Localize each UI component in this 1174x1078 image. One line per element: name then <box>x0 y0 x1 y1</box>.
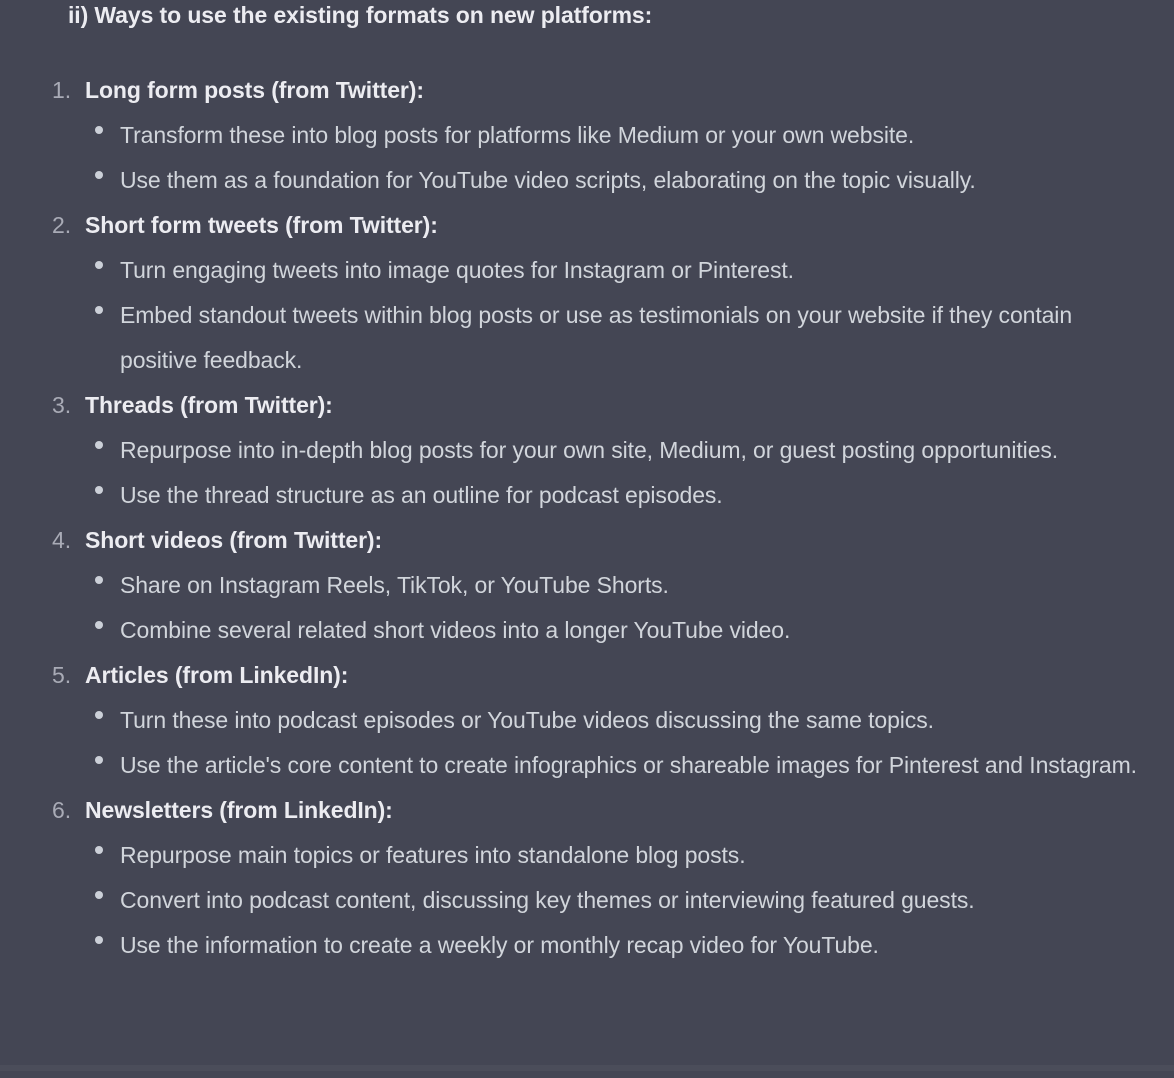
list-item <box>0 518 1142 653</box>
bullet-list <box>0 428 1142 518</box>
bullet-text: Embed standout tweets within blog posts or use as testimonials on your website if they contain positive feedback. <box>120 302 1073 373</box>
list-item-title: Long form posts (from Twitter): <box>85 77 424 103</box>
list-item-number: 3. <box>52 392 71 418</box>
bullet-text: Use the thread structure as an outline for podcast episodes. <box>120 482 723 508</box>
list-item-title: Threads (from Twitter): <box>85 392 333 418</box>
list-item <box>0 788 1142 968</box>
list-item-title: Short form tweets (from Twitter): <box>85 212 438 238</box>
list-item-number: 6. <box>52 797 71 823</box>
bullet-text: Use them as a foundation for YouTube video scripts, elaborating on the topic visually. <box>120 167 976 193</box>
bullet-icon <box>95 441 103 449</box>
bullet-icon <box>95 936 103 944</box>
bullet-text: Turn these into podcast episodes or YouTube videos discussing the same topics. <box>120 707 934 733</box>
bullet-icon <box>95 126 103 134</box>
bullet-icon <box>95 306 103 314</box>
list-item <box>0 203 1142 383</box>
bullet-icon <box>95 891 103 899</box>
bullet-item <box>0 698 1142 743</box>
bullet-icon <box>95 621 103 629</box>
list-item-title-row <box>0 68 1142 113</box>
list-item-title-row <box>0 383 1142 428</box>
bullet-icon <box>95 576 103 584</box>
list-item-title: Articles (from LinkedIn): <box>85 662 349 688</box>
bullet-text: Use the information to create a weekly or monthly recap video for YouTube. <box>120 932 879 958</box>
bullet-text: Combine several related short videos into a longer YouTube video. <box>120 617 791 643</box>
bullet-item <box>0 158 1142 203</box>
bullet-item <box>0 428 1142 473</box>
list-item-number: 4. <box>52 527 71 553</box>
bullet-icon <box>95 171 103 179</box>
bullet-item <box>0 608 1142 653</box>
bullet-item <box>0 293 1142 383</box>
bullet-item <box>0 878 1142 923</box>
numbered-list <box>0 68 1142 968</box>
bullet-text: Share on Instagram Reels, TikTok, or YouTube Shorts. <box>120 572 669 598</box>
bullet-text: Convert into podcast content, discussing key themes or interviewing featured guests. <box>120 887 975 913</box>
bullet-item <box>0 563 1142 608</box>
bullet-list <box>0 563 1142 653</box>
list-item-title: Newsletters (from LinkedIn): <box>85 797 393 823</box>
list-item-title-row <box>0 518 1142 563</box>
list-item-number: 1. <box>52 77 71 103</box>
bullet-icon <box>95 756 103 764</box>
bullet-icon <box>95 486 103 494</box>
list-item-title-row <box>0 788 1142 833</box>
list-item-title: Short videos (from Twitter): <box>85 527 383 553</box>
bullet-item <box>0 923 1142 968</box>
bullet-text: Repurpose main topics or features into standalone blog posts. <box>120 842 746 868</box>
bullet-item <box>0 248 1142 293</box>
bullet-item <box>0 833 1142 878</box>
list-item-number: 2. <box>52 212 71 238</box>
bullet-icon <box>95 846 103 854</box>
list-item <box>0 383 1142 518</box>
list-item-title-row <box>0 203 1142 248</box>
bullet-text: Transform these into blog posts for platforms like Medium or your own website. <box>120 122 915 148</box>
bullet-icon <box>95 261 103 269</box>
section-header: ii) Ways to use the existing formats on new platforms: <box>68 2 653 28</box>
list-item-title-row <box>0 653 1142 698</box>
bullet-item <box>0 113 1142 158</box>
bullet-text: Repurpose into in-depth blog posts for your own site, Medium, or guest posting opportunities. <box>120 437 1059 463</box>
bullet-list <box>0 113 1142 203</box>
bullet-text: Use the article's core content to create infographics or shareable images for Pinterest and Instagram. <box>120 752 1137 778</box>
bullet-text: Turn engaging tweets into image quotes for Instagram or Pinterest. <box>120 257 794 283</box>
bullet-list <box>0 833 1142 968</box>
bullet-icon <box>95 711 103 719</box>
list-item <box>0 653 1142 788</box>
list-item-number: 5. <box>52 662 71 688</box>
bullet-item <box>0 473 1142 518</box>
bullet-list <box>0 698 1142 788</box>
bullet-list <box>0 248 1142 383</box>
list-item <box>0 68 1142 203</box>
bullet-item <box>0 743 1142 788</box>
bottom-divider <box>0 1065 1174 1071</box>
